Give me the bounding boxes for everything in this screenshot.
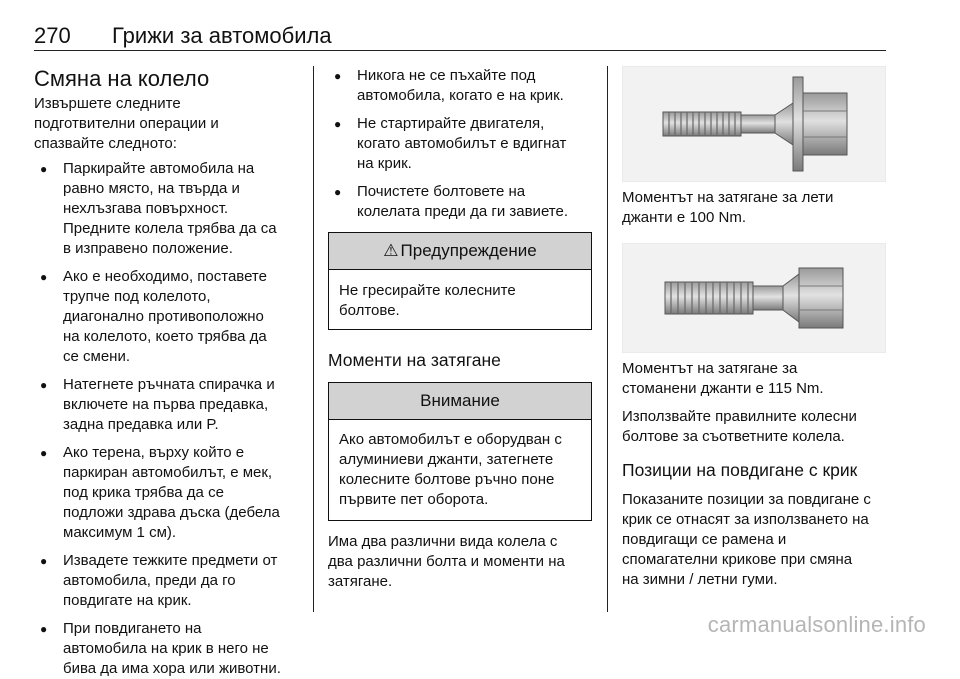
- list-item-line: в изправено положение.: [63, 240, 233, 257]
- warning-text-line: болтове.: [339, 302, 400, 319]
- text-line: Показаните позиции за повдигане с: [622, 491, 871, 508]
- list-item-line: на крик.: [357, 155, 412, 172]
- preparation-list: [34, 159, 298, 679]
- list-item-line: когато автомобилът е вдигнат: [357, 135, 567, 152]
- caution-text-line: първите пет оборота.: [339, 491, 489, 508]
- warning-box-header: [329, 233, 591, 270]
- list-item: [34, 375, 298, 435]
- text-line: на зимни / летни гуми.: [622, 571, 778, 588]
- text-line: два различни болта и моменти на: [328, 553, 565, 570]
- warning-box-body: [329, 270, 591, 329]
- list-item-line: Никога не се пъхайте под: [357, 67, 536, 84]
- list-item-line: на колелото, което трябва да: [63, 328, 267, 345]
- intro-line: подготвителни операции и: [34, 115, 219, 132]
- steel-bolt-figure: [622, 243, 886, 353]
- list-item: [34, 551, 298, 611]
- warning-text-line: Не гресирайте колесните: [339, 282, 516, 299]
- column-1: [34, 66, 298, 679]
- text-line: крик се отнасят за използването на: [622, 511, 869, 528]
- lift-positions-text: [622, 490, 886, 590]
- list-item: [328, 182, 592, 222]
- list-item: [34, 159, 298, 259]
- warning-box: [328, 232, 592, 330]
- list-item: [34, 443, 298, 543]
- caution-text-line: Ако автомобилът е оборудван с: [339, 431, 562, 448]
- section-heading-wheel-change: Смяна на колело: [34, 66, 210, 91]
- list-item-line: Почистете болтовете на: [357, 183, 526, 200]
- alloy-torque-caption: [622, 188, 886, 228]
- list-item: [328, 66, 592, 106]
- list-item: [34, 267, 298, 367]
- watermark: carmanualsonline.info: [707, 612, 926, 637]
- list-item-line: При повдигането на: [63, 620, 202, 637]
- list-item-line: Не стартирайте двигателя,: [357, 115, 545, 132]
- text-line: Моментът на затягане за: [622, 360, 798, 377]
- safety-list: [328, 66, 592, 222]
- list-item-line: задна предавка или P.: [63, 416, 219, 433]
- list-item-line: под крика трябва да се: [63, 484, 224, 501]
- intro-line: спазвайте следното:: [34, 135, 177, 152]
- caution-box: [328, 382, 592, 521]
- text-line: джанти е 100 Nm.: [622, 209, 747, 226]
- caution-box-body: [329, 420, 591, 520]
- text-line: затягане.: [328, 573, 393, 590]
- column-3: [622, 66, 886, 590]
- list-item-line: Предните колела трябва да са: [63, 220, 277, 237]
- list-item-line: трупче под колелото,: [63, 288, 211, 305]
- caution-text-line: алуминиеви джанти, затегнете: [339, 451, 554, 468]
- list-item: [328, 114, 592, 174]
- bolt-types-text: [328, 532, 592, 592]
- list-item-line: повдигате на крик.: [63, 592, 192, 609]
- intro-text: [34, 94, 298, 154]
- column-divider: [313, 66, 314, 612]
- list-item-line: Ако е необходимо, поставете: [63, 268, 267, 285]
- column-2: [328, 66, 592, 592]
- list-item-line: Натегнете ръчната спирачка и: [63, 376, 275, 393]
- list-item-line: Извадете тежките предмети от: [63, 552, 278, 569]
- list-item-line: включете на първа предавка,: [63, 396, 269, 413]
- list-item-line: бива да има хора или животни.: [63, 660, 281, 677]
- list-item-line: автомобила на крик в него не: [63, 640, 269, 657]
- text-line: болтове за съответните колела.: [622, 428, 845, 445]
- caution-text-line: колесните болтове ръчно поне: [339, 471, 555, 488]
- list-item-line: максимум 1 см).: [63, 524, 177, 541]
- correct-bolts-text: [622, 407, 886, 447]
- list-item: [34, 619, 298, 679]
- list-item-line: се смени.: [63, 348, 130, 365]
- warning-icon: ⚠: [383, 241, 399, 260]
- list-item-line: паркиран автомобилът, е мек,: [63, 464, 273, 481]
- list-item-line: Паркирайте автомобила на: [63, 160, 255, 177]
- page-number: 270: [34, 23, 71, 48]
- column-divider: [607, 66, 608, 612]
- lift-positions-heading: Позиции на повдигане с крик: [622, 460, 858, 480]
- caution-title: Внимание: [420, 391, 500, 410]
- alloy-bolt-figure: [622, 66, 886, 182]
- alloy-wheel-bolt-image: [623, 67, 887, 181]
- text-line: повдигащи се рамена и: [622, 531, 787, 548]
- torque-heading: Моменти на затягане: [328, 350, 501, 370]
- steel-wheel-bolt-image: [623, 244, 887, 352]
- list-item-line: подложи здрава дъска (дебела: [63, 504, 280, 521]
- list-item-line: автомобила, когато е на крик.: [357, 87, 564, 104]
- caution-box-header: [329, 383, 591, 420]
- page-title: Грижи за автомобила: [112, 23, 332, 48]
- list-item-line: автомобила, преди да го: [63, 572, 236, 589]
- list-item-line: колелата преди да ги завиете.: [357, 203, 568, 220]
- text-line: стоманени джанти е 115 Nm.: [622, 380, 824, 397]
- text-line: Има два различни вида колела с: [328, 533, 558, 550]
- warning-title: Предупреждение: [400, 241, 537, 260]
- text-line: Използвайте правилните колесни: [622, 408, 857, 425]
- text-line: спомагателни крикове при смяна: [622, 551, 853, 568]
- page-header: [34, 24, 886, 52]
- list-item-line: диагонално противоположно: [63, 308, 264, 325]
- list-item-line: равно място, на твърда и: [63, 180, 240, 197]
- list-item-line: нехлъзгава повърхност.: [63, 200, 229, 217]
- text-line: Моментът на затягане за лети: [622, 189, 834, 206]
- intro-line: Извършете следните: [34, 95, 181, 112]
- steel-torque-caption: [622, 359, 886, 399]
- header-divider: [34, 50, 886, 51]
- list-item-line: Ако терена, върху който е: [63, 444, 245, 461]
